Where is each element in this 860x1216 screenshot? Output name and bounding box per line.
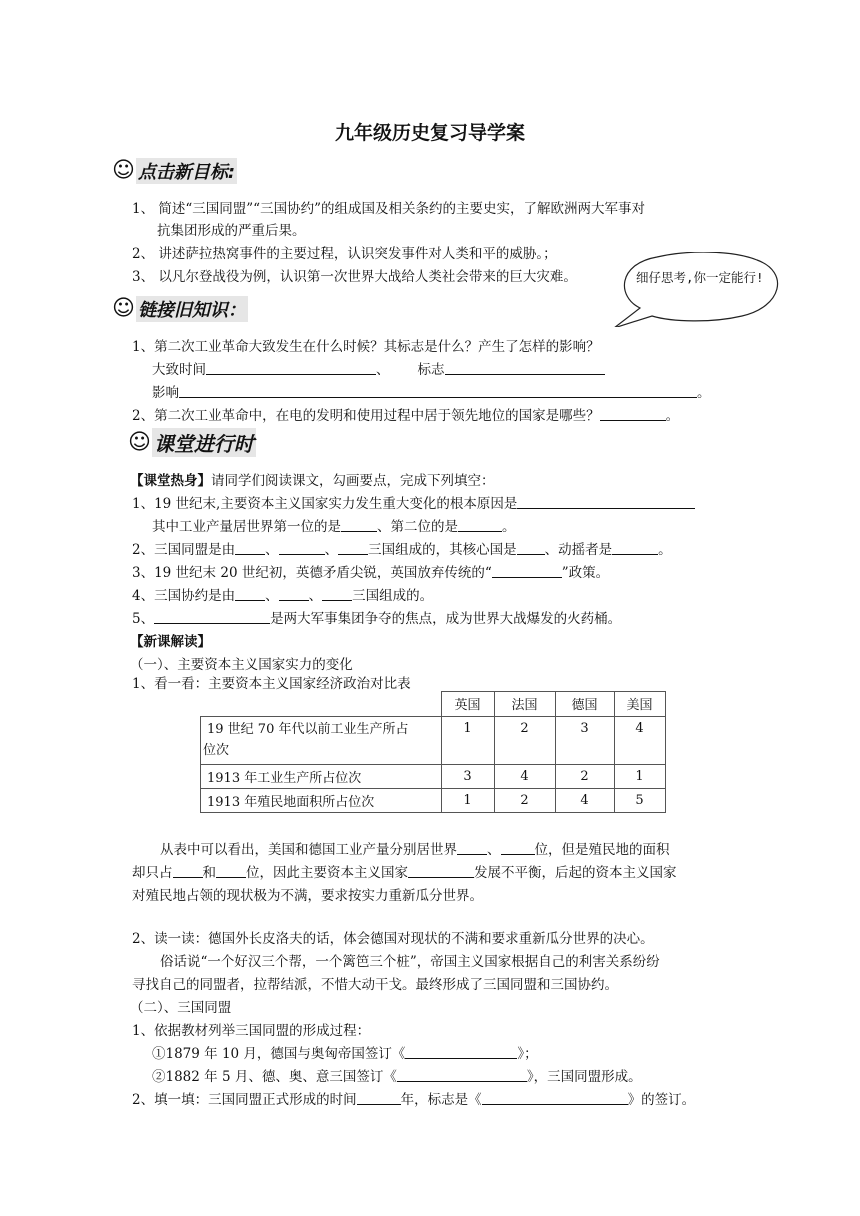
list-step-1: ①1879 年 10 月，德国与奥匈帝国签订《 》； bbox=[152, 1046, 538, 1062]
blank bbox=[154, 611, 270, 624]
table-row-label: 1913 年工业生产所占位次 bbox=[201, 764, 442, 788]
old-q2: 2、第二次工业革命中，在电的发明和使用过程中居于领先地位的国家是哪些？ 。 bbox=[132, 408, 680, 424]
analysis-para-line2: 却只占 和 位，因此主要资本主义国家 发展不平衡，后起的资本主义国家 bbox=[132, 865, 677, 881]
table-cell: 2 bbox=[555, 764, 614, 788]
blank bbox=[501, 842, 535, 855]
target-1: 1、 简述“三国同盟”“三国协约”的组成国及相关条约的主要史实，了解欧洲两大军事对 bbox=[132, 201, 645, 217]
page-title: 九年级历史复习导学案 bbox=[334, 122, 525, 144]
blank bbox=[279, 588, 309, 601]
table-cell: 4 bbox=[494, 764, 555, 788]
proverb-line1: 俗话说“一个好汉三个帮，一个篱笆三个桩”，帝国主义国家根据自己的利害关系纷纷 bbox=[160, 954, 660, 970]
table-header-cell: 德国 bbox=[555, 692, 614, 717]
table-row-label: 19 世纪 70 年代以前工业生产所占 位次 bbox=[201, 716, 442, 764]
blank bbox=[206, 362, 376, 375]
section-classroom bbox=[128, 428, 256, 457]
newlesson-look: 1、看一看：主要资本主义国家经济政治对比表 bbox=[132, 676, 411, 692]
read-item: 2、读一读：德国外长皮洛夫的话，体会德国对现状的不满和要求重新瓜分世界的决心。 bbox=[132, 931, 654, 947]
table-corner-cell bbox=[201, 692, 442, 717]
table-cell: 5 bbox=[614, 788, 665, 812]
section-classroom-title: 课堂进行时 bbox=[152, 428, 256, 457]
blank bbox=[517, 542, 545, 555]
blank bbox=[357, 1092, 401, 1105]
table-header-cell: 美国 bbox=[614, 692, 665, 717]
table-row-label: 1913 年殖民地面积所占位次 bbox=[201, 788, 442, 812]
table-cell: 3 bbox=[555, 716, 614, 764]
blank bbox=[235, 588, 265, 601]
blank bbox=[279, 542, 325, 555]
warmup-item-2: 2、三国同盟是由 、 、 三国组成的，其核心国是 、动摇者是 。 bbox=[132, 542, 672, 558]
old-q1-effect: 影响 。 bbox=[152, 385, 711, 401]
table-row bbox=[201, 764, 666, 788]
section-old-knowledge bbox=[112, 296, 248, 322]
table-cell: 2 bbox=[494, 788, 555, 812]
target-3: 3、 以凡尔登战役为例，认识第一次世界大战给人类社会带来的巨大灾难。 bbox=[132, 269, 577, 285]
newlesson-label: 【新课解读】 bbox=[130, 634, 211, 650]
list-item: 1、依据教材列举三国同盟的形成过程： bbox=[132, 1023, 371, 1039]
list-step-2: ②1882 年 5 月、德、奥、意三国签订《 》，三国同盟形成。 bbox=[152, 1069, 642, 1085]
blank bbox=[482, 1092, 628, 1105]
comparison-table bbox=[200, 691, 666, 813]
target-1-cont: 抗集团形成的严重后果。 bbox=[157, 223, 306, 239]
old-q1: 1、第二次工业革命大致发生在什么时候？其标志是什么？产生了怎样的影响？ bbox=[132, 339, 600, 355]
warmup-item-1: 1、19 世纪末,主要资本主义国家实力发生重大变化的根本原因是 bbox=[132, 492, 695, 512]
blank bbox=[397, 1069, 527, 1082]
analysis-para-line3: 对殖民地占领的现状极为不满，要求按实力重新瓜分世界。 bbox=[132, 888, 483, 904]
warmup-item-1b: 其中工业产量居世界第一位的是 、第二位的是 。 bbox=[152, 519, 516, 535]
warmup-intro: 【课堂热身】请同学们阅读课文，勾画要点，完成下列填空： bbox=[130, 473, 495, 489]
fill-item: 2、填一填：三国同盟正式形成的时间 年，标志是《 》的签订。 bbox=[132, 1092, 696, 1108]
blank bbox=[408, 865, 474, 878]
speech-bubble-icon bbox=[612, 252, 782, 327]
blank bbox=[216, 865, 246, 878]
old-q1-blanks: 大致时间 、 标志 bbox=[152, 358, 605, 378]
table-row bbox=[201, 788, 666, 812]
blank bbox=[338, 542, 368, 555]
table-cell: 2 bbox=[494, 716, 555, 764]
warmup-item-3: 3、19 世纪末 20 世纪初，英德矛盾尖锐，英国放弃传统的“ ”政策。 bbox=[132, 565, 610, 581]
blank bbox=[179, 385, 697, 398]
table-cell: 4 bbox=[614, 716, 665, 764]
section-targets bbox=[112, 158, 237, 184]
blank bbox=[322, 588, 352, 601]
table-cell: 3 bbox=[441, 764, 494, 788]
blank bbox=[492, 565, 562, 578]
table-row bbox=[201, 716, 666, 764]
section-targets-title: 点击新目标: bbox=[136, 158, 237, 184]
smiley-icon: ☺ bbox=[128, 429, 151, 455]
newlesson-part2: （二）、三国同盟 bbox=[130, 1000, 232, 1016]
table-header-row bbox=[201, 692, 666, 717]
blank bbox=[445, 362, 605, 375]
smiley-icon: ☺ bbox=[112, 296, 135, 321]
blank bbox=[341, 519, 377, 532]
smiley-icon: ☺ bbox=[112, 158, 135, 183]
section-old-knowledge-title: 链接旧知识： bbox=[136, 296, 248, 322]
blank bbox=[457, 842, 487, 855]
blank bbox=[600, 408, 666, 421]
table-cell: 1 bbox=[441, 788, 494, 812]
newlesson-part1: （一）、主要资本主义国家实力的变化 bbox=[130, 657, 353, 673]
blank bbox=[405, 1046, 517, 1059]
table-header-cell: 法国 bbox=[494, 692, 555, 717]
analysis-para-line1: 从表中可以看出，美国和德国工业产量分别居世界 、 位，但是殖民地的面积 bbox=[160, 842, 670, 858]
blank bbox=[235, 542, 265, 555]
table-cell: 1 bbox=[614, 764, 665, 788]
warmup-item-5: 5、 是两大军事集团争夺的焦点，成为世界大战爆发的火药桶。 bbox=[132, 611, 622, 627]
bubble-text: 细仔思考,你一定能行! bbox=[636, 270, 764, 285]
proverb-line2: 寻找自己的同盟者，拉帮结派，不惜大动干戈。最终形成了三国同盟和三国协约。 bbox=[132, 977, 618, 993]
blank bbox=[458, 519, 502, 532]
blank bbox=[173, 865, 203, 878]
table-cell: 1 bbox=[441, 716, 494, 764]
blank bbox=[517, 496, 695, 509]
table-cell: 4 bbox=[555, 788, 614, 812]
target-2: 2、 讲述萨拉热窝事件的主要过程，认识突发事件对人类和平的威胁。； bbox=[132, 246, 557, 262]
blank bbox=[612, 542, 658, 555]
warmup-item-4: 4、三国协约是由 、 、 三国组成的。 bbox=[132, 588, 434, 604]
table-header-cell: 英国 bbox=[441, 692, 494, 717]
